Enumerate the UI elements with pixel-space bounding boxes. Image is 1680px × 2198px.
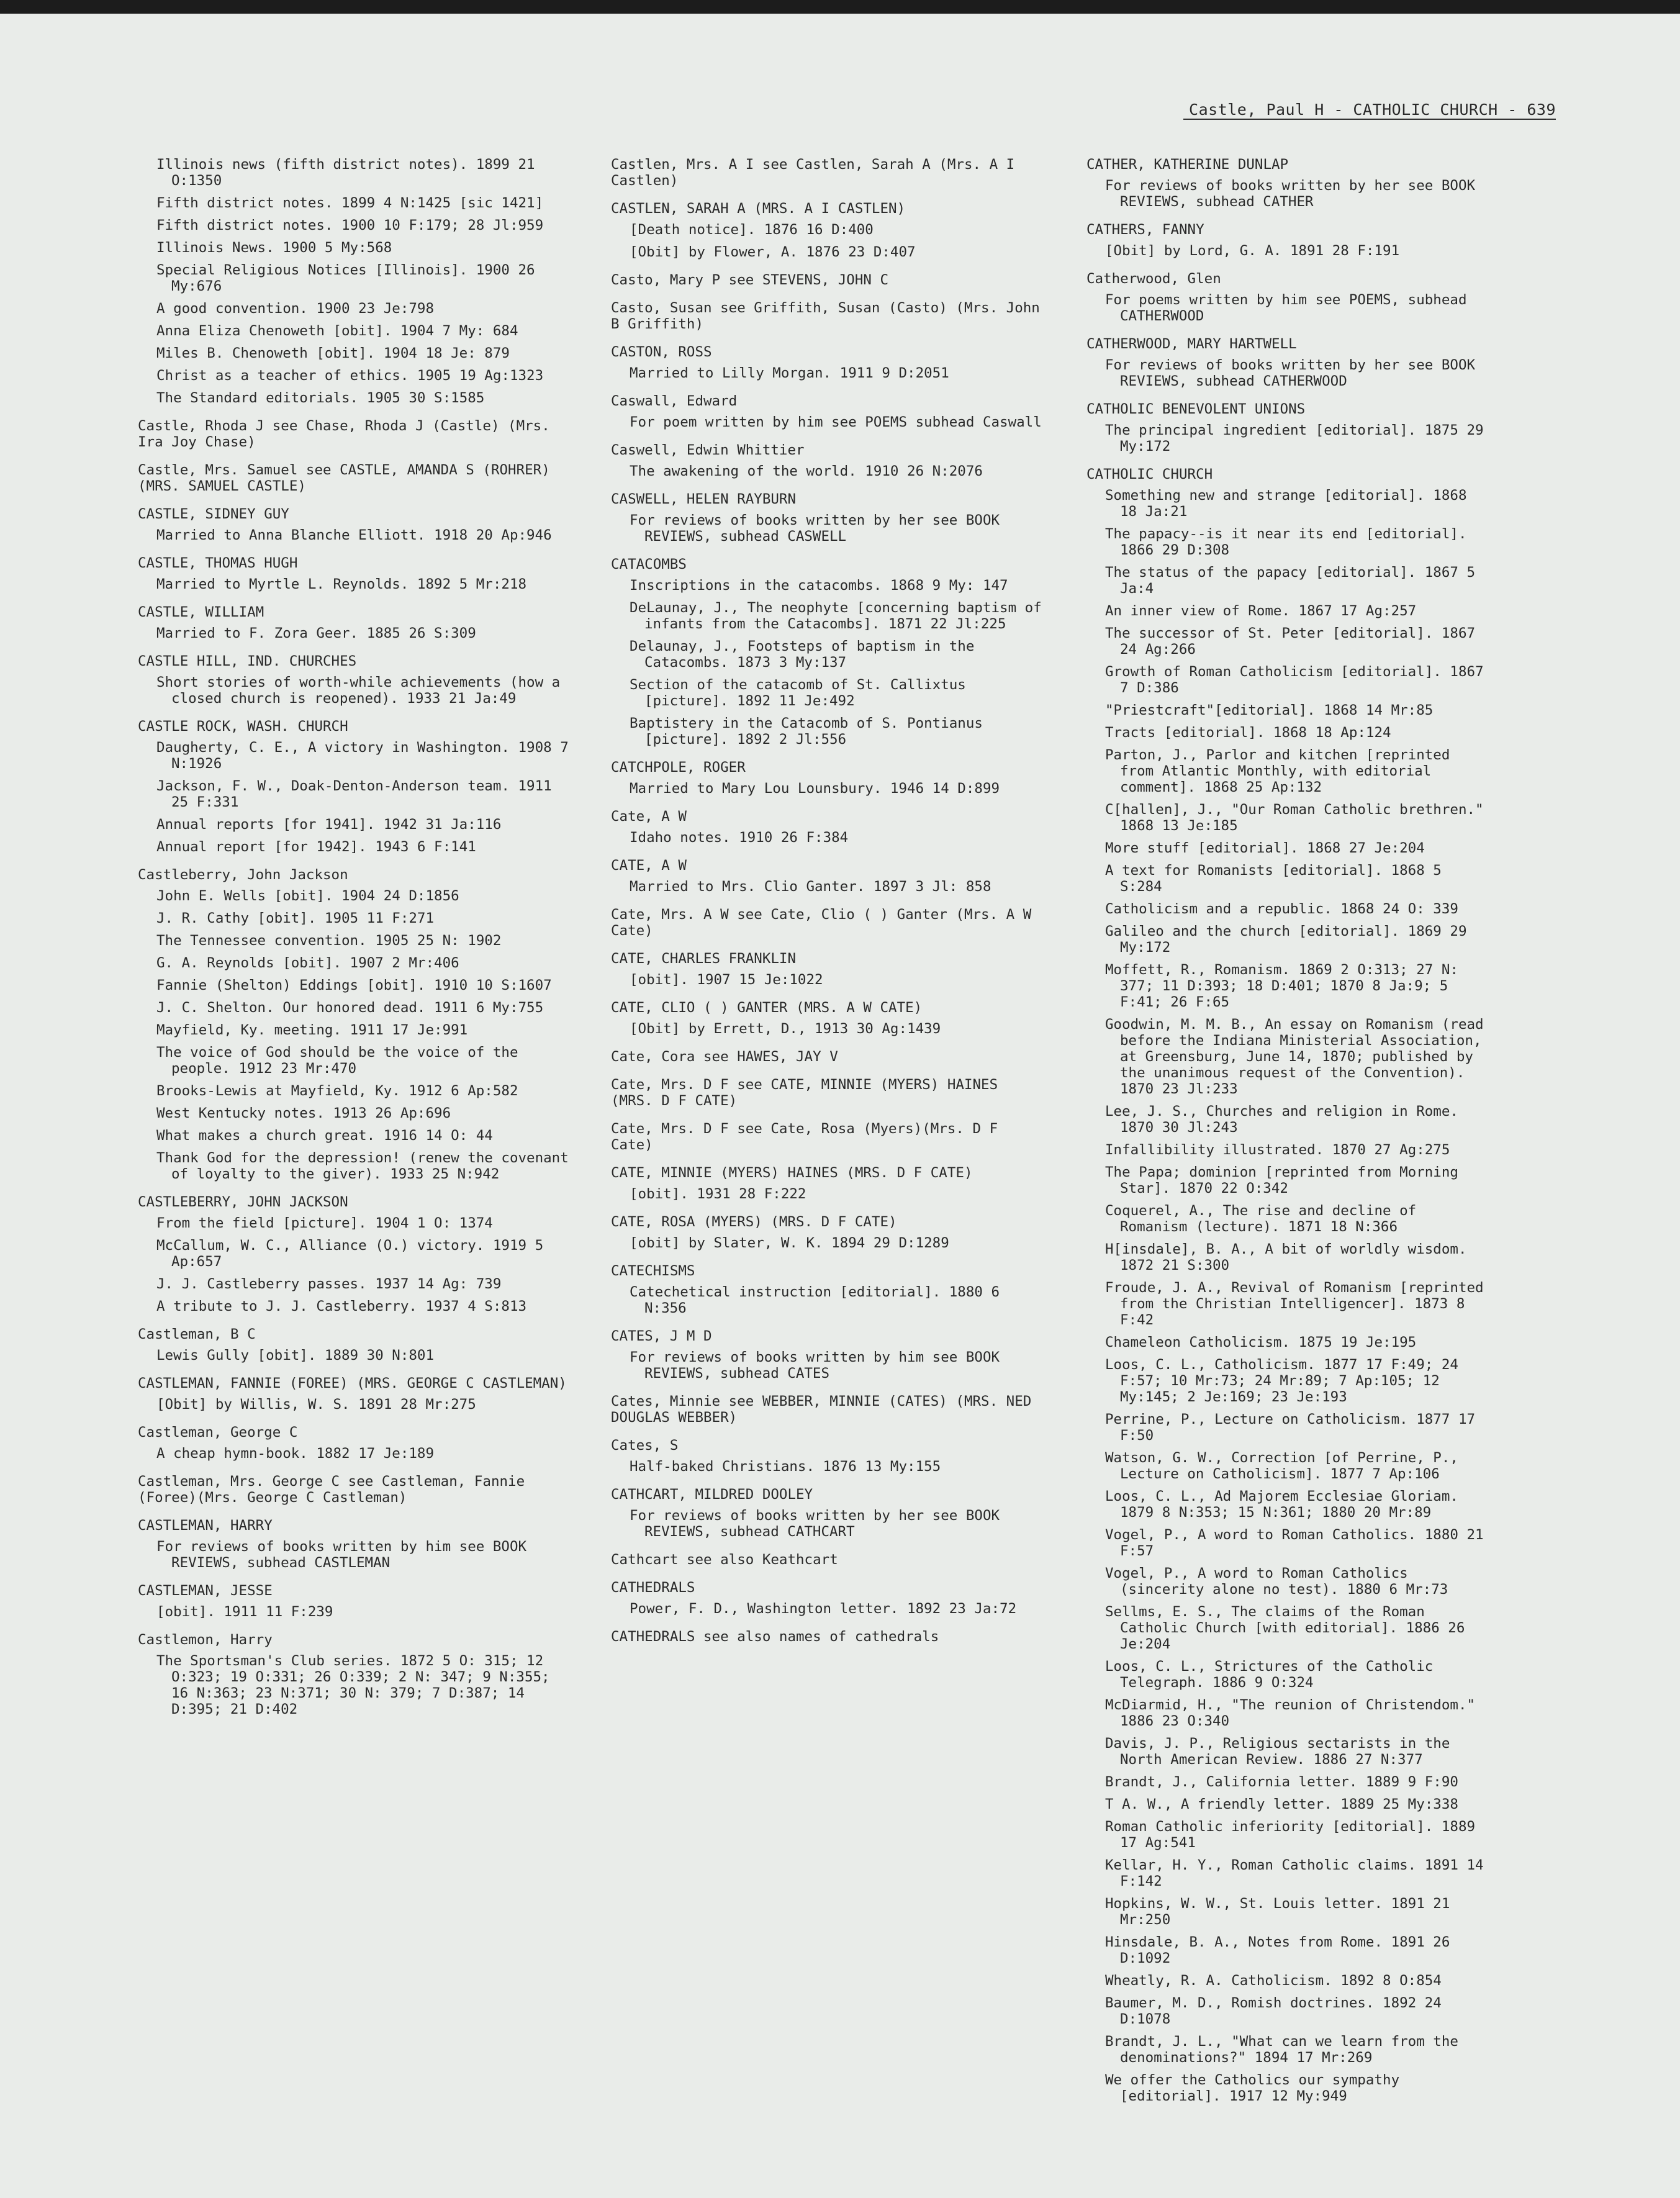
index-entry (611, 907, 1045, 939)
index-entry (611, 1486, 1045, 1540)
entry-heading: CASTLEN, SARAH A (MRS. A I CASTLEN) (611, 201, 906, 217)
citation-item: Christ as a teacher of ethics. 1905 19 Ag:1323 (156, 368, 544, 384)
entry-heading: CASTLE, SIDNEY GUY (138, 506, 289, 522)
citation-item: [obit] by Slater, W. K. 1894 29 D:1289 (630, 1235, 949, 1251)
citation-item: Infallibility illustrated. 1870 27 Ag:275 (1105, 1142, 1450, 1158)
citation-item: West Kentucky notes. 1913 26 Ap:696 (156, 1105, 451, 1121)
citation-item: [Obit] by Lord, G. A. 1891 28 F:191 (1105, 243, 1400, 259)
citation-item: Idaho notes. 1910 26 F:384 (630, 830, 849, 846)
citation-item: Roman Catholic inferiority [editorial]. 1889 17 Ag:541 (1105, 1819, 1476, 1851)
entry-heading: CASTLEBERRY, JOHN JACKSON (138, 1194, 348, 1210)
entry-heading: CASTLE HILL, IND. CHURCHES (138, 653, 357, 669)
index-entry (138, 653, 572, 707)
citation-item: Brandt, J., California letter. 1889 9 F:90 (1105, 1774, 1458, 1790)
index-entry (138, 1517, 572, 1571)
index-entry (611, 1049, 1045, 1065)
citation-item: [Obit] by Willis, W. S. 1891 28 Mr:275 (156, 1396, 476, 1413)
citation-item: Fifth district notes. 1899 4 N:1425 [sic 1421] (156, 195, 544, 211)
citation-item: Baumer, M. D., Romish doctrines. 1892 24 D:1078 (1105, 1995, 1442, 2027)
entry-heading: CATHEDRALS (611, 1580, 695, 1596)
index-entry (611, 1121, 1045, 1153)
citation-item: Parton, J., Parlor and kitchen [reprinted from Atlantic Monthly, with editorial comment]. 1868 25 Ap:132 (1105, 747, 1450, 795)
entry-heading: CATHEDRALS see also names of cathedrals (611, 1629, 939, 1645)
index-entry (611, 1214, 1045, 1251)
citation-item: For poem written by him see POEMS subhead Caswall (630, 414, 1042, 430)
citation-item: Married to F. Zora Geer. 1885 26 S:309 (156, 625, 476, 641)
entry-heading: CASTLE ROCK, WASH. CHURCH (138, 718, 348, 735)
index-entry (611, 1629, 1045, 1645)
index-entry (1086, 466, 1484, 2104)
entry-heading: CASTON, ROSS (611, 344, 712, 360)
citation-item: Jackson, F. W., Doak-Denton-Anderson team. 1911 25 F:331 (156, 778, 552, 810)
index-entry (1086, 401, 1484, 455)
index-entry (138, 1326, 572, 1364)
citation-item: Married to Mary Lou Lounsbury. 1946 14 D:899 (630, 780, 1000, 797)
citation-item: We offer the Catholics our sympathy [editorial]. 1917 12 My:949 (1105, 2072, 1400, 2104)
citation-item: H[insdale], B. A., A bit of worldly wisdom. 1872 21 S:300 (1105, 1241, 1467, 1273)
entry-heading: Castleman, George C (138, 1424, 298, 1440)
citation-item: Hinsdale, B. A., Notes from Rome. 1891 26 D:1092 (1105, 1934, 1450, 1966)
citation-item: John E. Wells [obit]. 1904 24 D:1856 (156, 888, 459, 904)
index-entry (138, 156, 572, 406)
citation-item: Loos, C. L., Ad Majorem Ecclesiae Gloriam. 1879 8 N:353; 15 N:361; 1880 20 Mr:89 (1105, 1488, 1458, 1521)
citation-item: A tribute to J. J. Castleberry. 1937 4 S:813 (156, 1298, 527, 1314)
citation-item: Illinois news (fifth district notes). 1899 21 O:1350 (156, 156, 535, 189)
citation-item: C[hallen], J., "Our Roman Catholic brethren." 1868 13 Je:185 (1105, 802, 1484, 834)
citation-item: For reviews of books written by him see BOOK REVIEWS, subhead CASTLEMAN (156, 1539, 527, 1571)
citation-item: Moffett, R., Romanism. 1869 2 O:313; 27 N: 377; 11 D:393; 18 D:401; 1870 8 Ja:9; 5 F:41; 26 F:65 (1105, 962, 1458, 1010)
index-column-right (1086, 156, 1484, 2116)
citation-item: Tracts [editorial]. 1868 18 Ap:124 (1105, 725, 1391, 741)
index-entry (611, 344, 1045, 381)
citation-item: Goodwin, M. M. B., An essay on Romanism (read before the Indiana Ministerial Association, at Greensburg, June 14, 1870; published by the unanimous request of the Convention). 1870 23 Jl:233 (1105, 1016, 1484, 1097)
citation-item: [obit]. 1931 28 F:222 (630, 1186, 806, 1202)
citation-item: The Standard editorials. 1905 30 S:1585 (156, 390, 485, 406)
citation-item: Catholicism and a republic. 1868 24 O: 339 (1105, 901, 1458, 917)
running-header: Castle, Paul H - CATHOLIC CHURCH - 639 (1183, 101, 1556, 120)
entry-heading: CATE, CHARLES FRANKLIN (611, 951, 797, 967)
citation-item: For reviews of books written by her see BOOK REVIEWS, subhead CASWELL (630, 512, 1000, 545)
index-entry (611, 1077, 1045, 1109)
citation-item: The successor of St. Peter [editorial]. 1867 24 Ag:266 (1105, 625, 1476, 658)
citation-item: [obit]. 1911 11 F:239 (156, 1604, 333, 1620)
index-entry (611, 1393, 1045, 1426)
citation-item: Lewis Gully [obit]. 1889 30 N:801 (156, 1347, 435, 1364)
entry-heading: Castlemon, Harry (138, 1632, 273, 1648)
entry-heading: Casto, Mary P see STEVENS, JOHN C (611, 272, 889, 288)
citation-item: Delaunay, J., Footsteps of baptism in the Catacombs. 1873 3 My:137 (630, 638, 975, 671)
citation-item: Watson, G. W., Correction [of Perrine, P., Lecture on Catholicism]. 1877 7 Ap:106 (1105, 1450, 1458, 1482)
index-entry (138, 1194, 572, 1314)
entry-heading: Caswall, Edward (611, 393, 738, 409)
citation-item: Fifth district notes. 1900 10 F:179; 28 Jl:959 (156, 217, 544, 233)
index-entry (611, 1552, 1045, 1568)
citation-item: G. A. Reynolds [obit]. 1907 2 Mr:406 (156, 955, 459, 971)
entry-heading: CATHERS, FANNY (1086, 222, 1204, 238)
citation-item: Catechetical instruction [editorial]. 1880 6 N:356 (630, 1284, 1000, 1316)
citation-item: The principal ingredient [editorial]. 1875 29 My:172 (1105, 422, 1484, 455)
entry-heading: CATE, ROSA (MYERS) (MRS. D F CATE) (611, 1214, 897, 1230)
index-entry (611, 1328, 1045, 1382)
citation-item: Loos, C. L., Catholicism. 1877 17 F:49; 24 F:57; 10 Mr:73; 24 Mr:89; 7 Ap:105; 12 My:145; 2 Je:169; 23 Je:193 (1105, 1357, 1458, 1405)
index-entry (611, 156, 1045, 189)
citation-item: Special Religious Notices [Illinois]. 1900 26 My:676 (156, 262, 535, 294)
index-entry (138, 1632, 572, 1717)
index-column-middle (611, 156, 1045, 1657)
citation-item: Coquerel, A., The rise and decline of Romanism (lecture). 1871 18 N:366 (1105, 1203, 1417, 1235)
citation-item: Annual report [for 1942]. 1943 6 F:141 (156, 839, 476, 855)
citation-item: Something new and strange [editorial]. 1868 18 Ja:21 (1105, 487, 1467, 520)
index-entry (611, 808, 1045, 846)
citation-item: [obit]. 1907 15 Je:1022 (630, 972, 823, 988)
citation-item: Married to Mrs. Clio Ganter. 1897 3 Jl: 858 (630, 879, 991, 895)
citation-item: For reviews of books written by her see BOOK REVIEWS, subhead CATHERWOOD (1105, 357, 1476, 389)
index-entry (138, 462, 572, 494)
entry-heading: Castleman, B C (138, 1326, 256, 1342)
entry-heading: Cates, S (611, 1437, 679, 1454)
citation-item: What makes a church great. 1916 14 O: 44 (156, 1128, 493, 1144)
citation-item: Daugherty, C. E., A victory in Washington. 1908 7 N:1926 (156, 739, 569, 772)
index-entry (1086, 336, 1484, 389)
citation-item: Brooks-Lewis at Mayfield, Ky. 1912 6 Ap:582 (156, 1083, 518, 1099)
citation-item: Sellms, E. S., The claims of the Roman Catholic Church [with editorial]. 1886 26 Je:204 (1105, 1604, 1465, 1652)
index-entry (611, 442, 1045, 479)
entry-heading: Cates, Minnie see WEBBER, MINNIE (CATES) (MRS. NED DOUGLAS WEBBER) (611, 1393, 1032, 1426)
citation-item: The status of the papacy [editorial]. 1867 5 Ja:4 (1105, 564, 1476, 597)
citation-item: Galileo and the church [editorial]. 1869 29 My:172 (1105, 923, 1467, 956)
entry-heading: CATCHPOLE, ROGER (611, 759, 746, 776)
index-entry (138, 1375, 572, 1413)
citation-item: Froude, J. A., Revival of Romanism [reprinted from the Christian Intelligencer]. 1873 8 F:42 (1105, 1280, 1484, 1328)
citation-item: The awakening of the world. 1910 26 N:2076 (630, 463, 983, 479)
citation-item: J. J. Castleberry passes. 1937 14 Ag: 739 (156, 1276, 502, 1292)
citation-item: [Obit] by Errett, D., 1913 30 Ag:1439 (630, 1021, 941, 1037)
citation-item: A cheap hymn-book. 1882 17 Je:189 (156, 1445, 435, 1462)
entry-heading: CASTLEMAN, JESSE (138, 1583, 273, 1599)
page (0, 14, 1680, 2198)
citation-item: Growth of Roman Catholicism [editorial]. 1867 7 D:386 (1105, 664, 1484, 696)
citation-item: Anna Eliza Chenoweth [obit]. 1904 7 My: 684 (156, 323, 518, 339)
entry-heading: CASWELL, HELEN RAYBURN (611, 491, 797, 507)
entry-heading: CASTLE, THOMAS HUGH (138, 555, 298, 571)
citation-item: Vogel, P., A word to Roman Catholics (sincerity alone no test). 1880 6 Mr:73 (1105, 1565, 1448, 1598)
citation-item: [Death notice]. 1876 16 D:400 (630, 222, 874, 238)
entry-heading: CATES, J M D (611, 1328, 712, 1344)
entry-heading: CATHOLIC BENEVOLENT UNIONS (1086, 401, 1306, 417)
index-entry (611, 857, 1045, 895)
citation-item: For reviews of books written by him see BOOK REVIEWS, subhead CATES (630, 1349, 1000, 1382)
citation-item: A good convention. 1900 23 Je:798 (156, 301, 435, 317)
entry-heading: CATHERWOOD, MARY HARTWELL (1086, 336, 1297, 352)
entry-heading: Catherwood, Glen (1086, 271, 1221, 287)
citation-item: Section of the catacomb of St. Callixtus [picture]. 1892 11 Je:492 (630, 677, 966, 709)
citation-item: J. C. Shelton. Our honored dead. 1911 6 My:755 (156, 1000, 544, 1016)
citation-item: Married to Lilly Morgan. 1911 9 D:2051 (630, 365, 949, 381)
index-entry (611, 201, 1045, 260)
citation-item: Brandt, J. L., "What can we learn from the denominations?" 1894 17 Mr:269 (1105, 2033, 1458, 2066)
citation-item: Davis, J. P., Religious sectarists in the North American Review. 1886 27 N:377 (1105, 1735, 1450, 1768)
entry-heading: CATECHISMS (611, 1263, 695, 1279)
citation-item: More stuff [editorial]. 1868 27 Je:204 (1105, 840, 1425, 856)
index-entry (611, 393, 1045, 430)
index-entry (1086, 271, 1484, 324)
index-entry (611, 951, 1045, 988)
citation-item: T A. W., A friendly letter. 1889 25 My:338 (1105, 1796, 1458, 1812)
citation-item: Kellar, H. Y., Roman Catholic claims. 1891 14 F:142 (1105, 1857, 1484, 1889)
citation-item: Power, F. D., Washington letter. 1892 23 Ja:72 (630, 1601, 1017, 1617)
citation-item: The papacy--is it near its end [editorial]. 1866 29 D:308 (1105, 526, 1467, 558)
index-entry (611, 491, 1045, 545)
entry-heading: CATHOLIC CHURCH (1086, 466, 1213, 482)
entry-heading: CATHER, KATHERINE DUNLAP (1086, 156, 1289, 173)
citation-item: Fannie (Shelton) Eddings [obit]. 1910 10 S:1607 (156, 977, 552, 993)
entry-heading: Castleman, Mrs. George C see Castleman, Fannie (Foree)(Mrs. George C Castleman) (138, 1473, 525, 1506)
entry-heading: CATE, MINNIE (MYERS) HAINES (MRS. D F CATE) (611, 1165, 973, 1181)
entry-heading: CASTLE, WILLIAM (138, 604, 264, 620)
index-entry (1086, 222, 1484, 259)
index-entry (611, 1165, 1045, 1202)
citation-item: Annual reports [for 1941]. 1942 31 Ja:116 (156, 816, 502, 833)
citation-item: An inner view of Rome. 1867 17 Ag:257 (1105, 603, 1417, 619)
index-entry (611, 556, 1045, 748)
citation-item: "Priestcraft"[editorial]. 1868 14 Mr:85 (1105, 702, 1434, 718)
citation-item: McCallum, W. C., Alliance (O.) victory. 1919 5 Ap:657 (156, 1237, 544, 1270)
citation-item: J. R. Cathy [obit]. 1905 11 F:271 (156, 910, 435, 926)
entry-heading: CATHCART, MILDRED DOOLEY (611, 1486, 813, 1503)
citation-item: Mayfield, Ky. meeting. 1911 17 Je:991 (156, 1022, 468, 1038)
citation-item: Lee, J. S., Churches and religion in Rome. 1870 30 Jl:243 (1105, 1103, 1458, 1136)
citation-item: The Tennessee convention. 1905 25 N: 1902 (156, 933, 502, 949)
entry-heading: Cate, Mrs. D F see Cate, Rosa (Myers)(Mrs. D F Cate) (611, 1121, 998, 1153)
entry-heading: Cate, Mrs. A W see Cate, Clio ( ) Ganter (Mrs. A W Cate) (611, 907, 1032, 939)
citation-item: Hopkins, W. W., St. Louis letter. 1891 21 Mr:250 (1105, 1896, 1450, 1928)
index-entry (138, 1424, 572, 1462)
citation-item: Inscriptions in the catacombs. 1868 9 My: 147 (630, 577, 1008, 594)
entry-heading: CASTLEMAN, HARRY (138, 1517, 273, 1534)
citation-item: Loos, C. L., Strictures of the Catholic Telegraph. 1886 9 O:324 (1105, 1658, 1434, 1691)
citation-item: The voice of God should be the voice of the people. 1912 23 Mr:470 (156, 1044, 518, 1077)
index-entry (611, 759, 1045, 797)
citation-item: Wheatly, R. A. Catholicism. 1892 8 O:854 (1105, 1973, 1442, 1989)
index-entry (138, 506, 572, 543)
entry-heading: Casto, Susan see Griffith, Susan (Casto) (Mrs. John B Griffith) (611, 300, 1040, 332)
index-entry (611, 1437, 1045, 1475)
citation-item: Married to Myrtle L. Reynolds. 1892 5 Mr:218 (156, 576, 527, 592)
citation-item: Perrine, P., Lecture on Catholicism. 1877 17 F:50 (1105, 1411, 1476, 1444)
citation-item: The Sportsman's Club series. 1872 5 O: 315; 12 O:323; 19 O:331; 26 O:339; 2 N: 347; 9 N:355; 16 N:363; 23 N:371; 30 N: 379; 7 D:387; 14 D:395; 21 D:402 (156, 1653, 550, 1717)
citation-item: Baptistery in the Catacomb of S. Pontianus [picture]. 1892 2 Jl:556 (630, 715, 983, 748)
citation-item: Chameleon Catholicism. 1875 19 Je:195 (1105, 1334, 1417, 1350)
index-entry (611, 1000, 1045, 1037)
entry-heading: Castle, Rhoda J see Chase, Rhoda J (Castle) (Mrs. Ira Joy Chase) (138, 418, 550, 450)
index-entry (1086, 156, 1484, 210)
citation-item: McDiarmid, H., "The reunion of Christendom." 1886 23 O:340 (1105, 1697, 1476, 1729)
citation-item: Short stories of worth-while achievements (how a closed church is reopened). 1933 21 Ja:49 (156, 674, 561, 707)
citation-item: From the field [picture]. 1904 1 O: 1374 (156, 1215, 493, 1231)
citation-item: For reviews of books written by her see BOOK REVIEWS, subhead CATHCART (630, 1508, 1000, 1540)
index-entry (611, 1263, 1045, 1316)
index-column-left (138, 156, 572, 1729)
citation-item: [Obit] by Flower, A. 1876 23 D:407 (630, 244, 916, 260)
index-entry (611, 1580, 1045, 1617)
citation-item: The Papa; dominion [reprinted from Morning Star]. 1870 22 O:342 (1105, 1164, 1458, 1196)
index-entry (138, 418, 572, 450)
index-entry (138, 555, 572, 592)
index-entry (611, 272, 1045, 288)
entry-heading: CATE, CLIO ( ) GANTER (MRS. A W CATE) (611, 1000, 923, 1016)
citation-item: Miles B. Chenoweth [obit]. 1904 18 Je: 879 (156, 345, 510, 361)
citation-item: Thank God for the depression! (renew the covenant of loyalty to the giver). 1933 25 N:942 (156, 1150, 569, 1182)
entry-heading: Caswell, Edwin Whittier (611, 442, 805, 458)
entry-heading: Cate, Cora see HAWES, JAY V (611, 1049, 838, 1065)
entry-heading: CATACOMBS (611, 556, 687, 572)
entry-heading: CASTLEMAN, FANNIE (FOREE) (MRS. GEORGE C CASTLEMAN) (138, 1375, 567, 1391)
index-entry (138, 867, 572, 1182)
entry-heading: Castlen, Mrs. A I see Castlen, Sarah A (Mrs. A I Castlen) (611, 156, 1015, 189)
citation-item: Half-baked Christians. 1876 13 My:155 (630, 1459, 941, 1475)
entry-heading: Castle, Mrs. Samuel see CASTLE, AMANDA S (ROHRER) (MRS. SAMUEL CASTLE) (138, 462, 550, 494)
entry-heading: CATE, A W (611, 857, 687, 874)
entry-heading: Cate, Mrs. D F see CATE, MINNIE (MYERS) HAINES (MRS. D F CATE) (611, 1077, 998, 1109)
citation-item: For poems written by him see POEMS, subhead CATHERWOOD (1105, 292, 1467, 324)
entry-heading: Castleberry, John Jackson (138, 867, 348, 883)
citation-item: DeLaunay, J., The neophyte [concerning baptism of infants from the Catacombs]. 1871 22 Jl:225 (630, 600, 1042, 632)
entry-heading: Cathcart see also Keathcart (611, 1552, 838, 1568)
index-entry (611, 300, 1045, 332)
entry-heading: Cate, A W (611, 808, 687, 825)
citation-item: Illinois News. 1900 5 My:568 (156, 240, 392, 256)
citation-item: For reviews of books written by her see BOOK REVIEWS, subhead CATHER (1105, 178, 1476, 210)
citation-item: A text for Romanists [editorial]. 1868 5 S:284 (1105, 862, 1442, 895)
index-entry (138, 1473, 572, 1506)
index-entry (138, 718, 572, 855)
index-entry (138, 604, 572, 641)
citation-item: Married to Anna Blanche Elliott. 1918 20 Ap:946 (156, 527, 552, 543)
index-entry (138, 1583, 572, 1620)
citation-item: Vogel, P., A word to Roman Catholics. 1880 21 F:57 (1105, 1527, 1484, 1559)
